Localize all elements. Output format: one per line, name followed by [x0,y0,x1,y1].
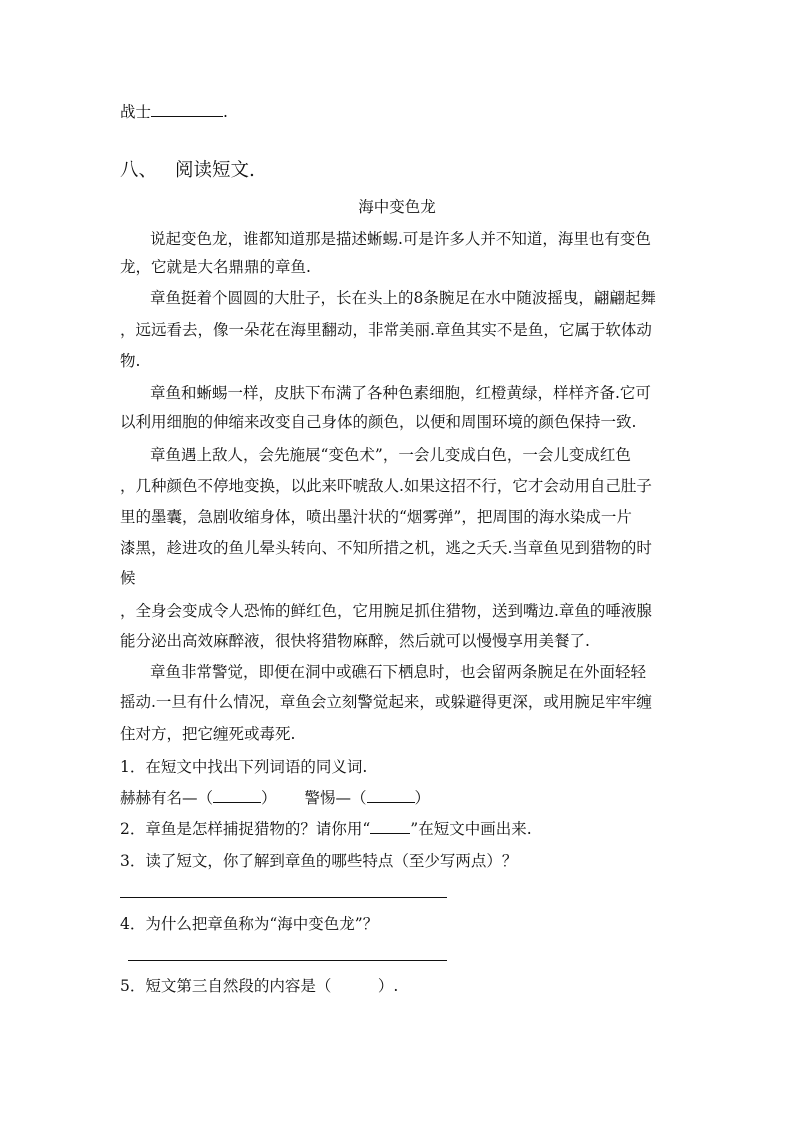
answer-blank[interactable] [151,102,223,117]
question-2 [120,818,532,840]
section-number: 八、 [120,160,158,181]
synonym-word-1: 赫赫有名—（ [120,789,214,807]
top-fill-line [120,101,228,123]
passage-line: 章鱼和蜥蜴一样，皮肤下布满了各种色素细胞，红橙黄绿，样样齐备.它可 [150,384,651,402]
question-5: 5．短文第三自然段的内容是（ ）. [120,977,399,995]
passage-line: 漆黑，趁进攻的鱼儿晕头转向、不知所措之机，逃之夭夭.当章鱼见到猎物的时 [120,539,652,557]
passage-line: 里的墨囊，急剧收缩身体，喷出墨汁状的“烟雾弹”，把周围的海水染成一片 [120,508,632,526]
passage-line: 章鱼挺着个圆圆的大肚子，长在头上的8条腕足在水中随波摇曳，翩翩起舞 [150,289,656,307]
question-2-prefix: 2．章鱼是怎样捕捉猎物的？请你用“ [120,820,371,838]
passage-line: 物. [120,352,141,370]
passage-line: 候 [120,569,136,587]
section-heading [120,158,255,184]
passage-line: 章鱼遇上敌人，会先施展“变色术”，一会儿变成白色，一会儿变成红色 [150,446,631,464]
top-line-text: 战士 [120,103,152,121]
passage-line: 摇动.一旦有什么情况，章鱼会立刻警觉起来，或躲避得更深，或用腕足牢牢缠 [120,693,652,711]
passage-line: ，几种颜色不停地变换，以此来吓唬敌人.如果这招不行，它才会动用自己肚子 [120,477,652,495]
answer-line-4[interactable] [128,960,447,961]
passage-line: 龙，它就是大名鼎鼎的章鱼. [120,258,311,276]
question-1: 1．在短文中找出下列词语的同义词. [120,758,368,776]
passage-line: 能分泌出高效麻醉液，很快将猎物麻醉，然后就可以慢慢享用美餐了. [120,632,590,650]
passage-line: 章鱼非常警觉，即便在洞中或礁石下栖息时，也会留两条腕足在外面轻轻 [150,663,647,681]
answer-line-3[interactable] [120,897,447,898]
passage-line: ，远远看去，像一朵花在海里翻动，非常美丽.章鱼其实不是鱼，它属于软体动 [120,321,652,339]
section-title: 阅读短文. [175,160,255,181]
synonym-blank-2[interactable] [367,788,415,803]
synonym-word-2: 警惕—（ [304,789,367,807]
question-4: 4．为什么把章鱼称为“海中变色龙”？ [120,915,379,933]
passage-line: 说起变色龙，谁都知道那是描述蜥蜴.可是许多人并不知道，海里也有变色 [150,230,651,248]
question-1-words [120,787,430,809]
passage-title: 海中变色龙 [358,198,436,216]
passage-line: 以利用细胞的伸缩来改变自己身体的颜色，以便和周围环境的颜色保持一致. [120,413,637,431]
bracket-close: ） [414,789,431,807]
bracket-close: ） [261,789,277,807]
passage-line: 住对方，把它缠死或毒死. [120,725,296,743]
synonym-blank-1[interactable] [213,788,261,803]
underline-sample [370,819,410,834]
passage-line: ，全身会变成令人恐怖的鲜红色，它用腕足抓住猎物，送到嘴边.章鱼的唾液腺 [120,602,652,620]
question-3: 3．读了短文，你了解到章鱼的哪些特点（至少写两点）？ [120,852,518,870]
question-2-suffix: ”在短文中画出来. [410,820,532,838]
top-line-suffix: . [223,103,228,121]
